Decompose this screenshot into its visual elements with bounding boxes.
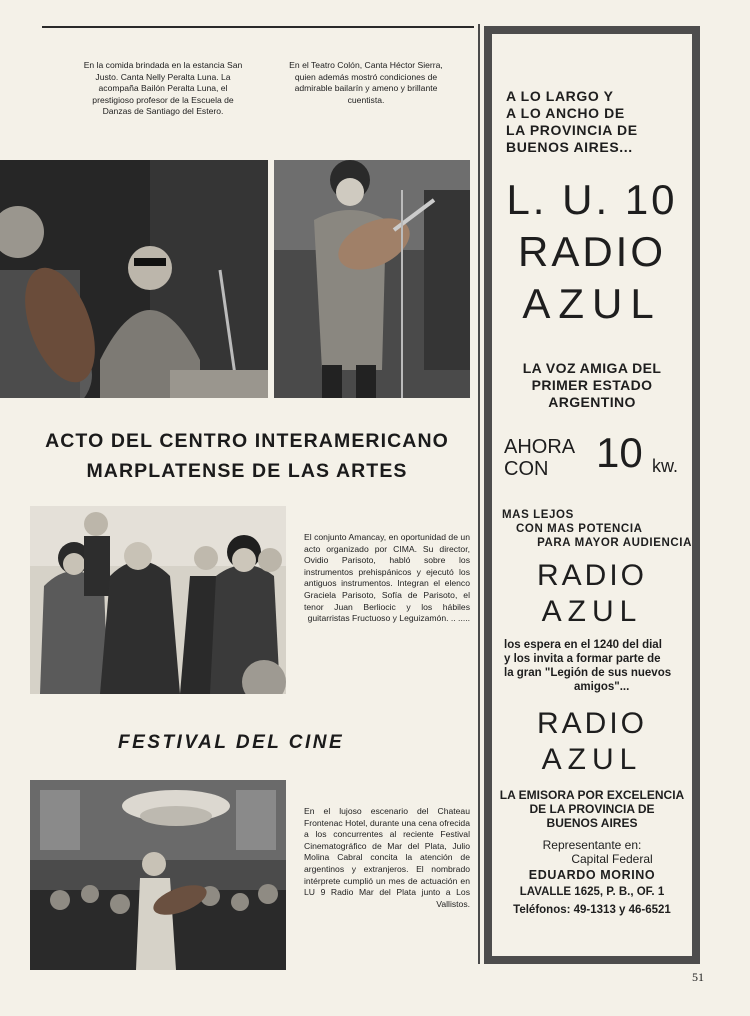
- ad-rep-name: EDUARDO MORINO: [528, 868, 656, 882]
- ad-radio-3: RADIO: [536, 707, 647, 740]
- ad-address: LAVALLE 1625, P. B., OF. 1: [519, 886, 665, 898]
- radio-azul-advertisement: [484, 26, 700, 964]
- ad-espera-line-4: amigos"...: [574, 681, 630, 693]
- ad-power-number: 10: [596, 429, 643, 476]
- ad-ahora: AHORA: [504, 436, 576, 458]
- ad-voz-amiga: [492, 360, 692, 411]
- photo-conjunto-amancay: [30, 506, 286, 694]
- ad-con: CON: [504, 458, 549, 480]
- ad-radio-2: RADIO: [536, 559, 647, 592]
- ad-mas-lejos-line-3: PARA MAYOR AUDIENCIA: [537, 537, 692, 549]
- photo-nelly-peralta-luna: [0, 160, 268, 398]
- ad-espera-line-2: y los invita a formar parte de: [504, 653, 661, 665]
- ad-voz-line-3: ARGENTINO: [548, 394, 636, 410]
- photo-hector-sierra: [274, 160, 470, 398]
- ad-emisora-line-1: LA EMISORA POR EXCELENCIA: [499, 788, 685, 802]
- ad-rep-line-1: Representante en:: [542, 838, 642, 852]
- ad-azul-1: AZUL: [522, 280, 662, 327]
- ad-mas-lejos: [502, 508, 692, 550]
- ad-espera: [504, 638, 694, 694]
- ad-power-unit: kw.: [652, 456, 679, 476]
- caption-estancia: En la comida brindada en la estancia San Justo. Canta Nelly Peralta Luna. La acompaña Bailón Peralta Luna, el prestigioso profesor de la Escuela de Danzas de Santiago del Estero.: [83, 60, 243, 117]
- ad-emisora: [492, 788, 692, 830]
- festival-heading: FESTIVAL DEL CINE: [118, 732, 345, 753]
- ad-ahora-con: [504, 436, 575, 480]
- caption-amancay: El conjunto Amancay, en oportunidad de un acto organizado por CIMA. Su director, Ovidio Parisoto, habló sobre los instrumentos prehispánicos y ejecutó los antiguos instrumentos. Integran el elenco Graciela Parisoto, Sofía de Parisoto, el tenor Juan Berliocic y los hábiles guitarristas Fructuoso y Leguizamón. .. .....: [304, 532, 470, 624]
- ad-mas-lejos-line-2: CON MAS POTENCIA: [516, 523, 643, 535]
- headline-line-1: ACTO DEL CENTRO INTERAMERICANO: [45, 430, 449, 452]
- top-rule: [42, 26, 474, 28]
- ad-phones: Teléfonos: 49-1313 y 46-6521: [513, 904, 671, 916]
- ad-espera-line-3: la gran "Legión de sus nuevos: [504, 667, 672, 679]
- ad-intro-line-3: LA PROVINCIA DE: [506, 122, 638, 138]
- ad-intro: [506, 88, 638, 156]
- caption-chateau: En el lujoso escenario del Chateau Frontenac Hotel, durante una cena ofrecida a los concurrentes al reciente Festival Cinematográfico de Mar del Plata, Julio Molina Cabral concita la atención de argentinos y extranjeros. El nombrado intérprete cumplió un mes de actuación en LU 9 Radio Mar del Plata junto a Los Vallistos.: [304, 806, 470, 909]
- ad-emisora-line-3: BUENOS AIRES: [546, 816, 638, 830]
- headline-line-2: MARPLATENSE DE LAS ARTES: [86, 460, 408, 482]
- ad-voz-line-1: LA VOZ AMIGA DEL: [522, 360, 662, 376]
- ad-azul-2: AZUL: [541, 595, 643, 628]
- page-number: 51: [692, 970, 704, 984]
- ad-emisora-line-2: DE LA PROVINCIA DE: [529, 802, 655, 816]
- headline: [20, 426, 474, 486]
- ad-espera-line-1: los espera en el 1240 del dial: [504, 639, 662, 651]
- ad-station: L. U. 10: [506, 176, 678, 223]
- photo-chateau-frontenac: [30, 780, 286, 970]
- ad-representante: [492, 838, 692, 866]
- ad-intro-line-1: A LO LARGO Y: [506, 88, 614, 104]
- caption-teatro-colon: En el Teatro Colón, Canta Héctor Sierra, quien además mostró condiciones de admirable bailarín y ameno y brillante cuentista.: [289, 60, 443, 105]
- ad-radio-azul-3: [492, 706, 692, 778]
- ad-mas-lejos-line-1: MAS LEJOS: [502, 509, 574, 521]
- ad-radio-azul-2: [492, 558, 692, 630]
- ad-radio-1: RADIO: [517, 228, 666, 275]
- ad-voz-line-2: PRIMER ESTADO: [531, 377, 653, 393]
- ad-inner-panel: [492, 34, 692, 956]
- ad-station-block: [492, 174, 692, 330]
- ad-rep-line-2: Capital Federal: [571, 852, 653, 866]
- ad-intro-line-2: A LO ANCHO DE: [506, 105, 625, 121]
- ad-intro-line-4: BUENOS AIRES...: [506, 139, 633, 155]
- ad-azul-3: AZUL: [541, 743, 643, 776]
- column-separator: [478, 24, 480, 964]
